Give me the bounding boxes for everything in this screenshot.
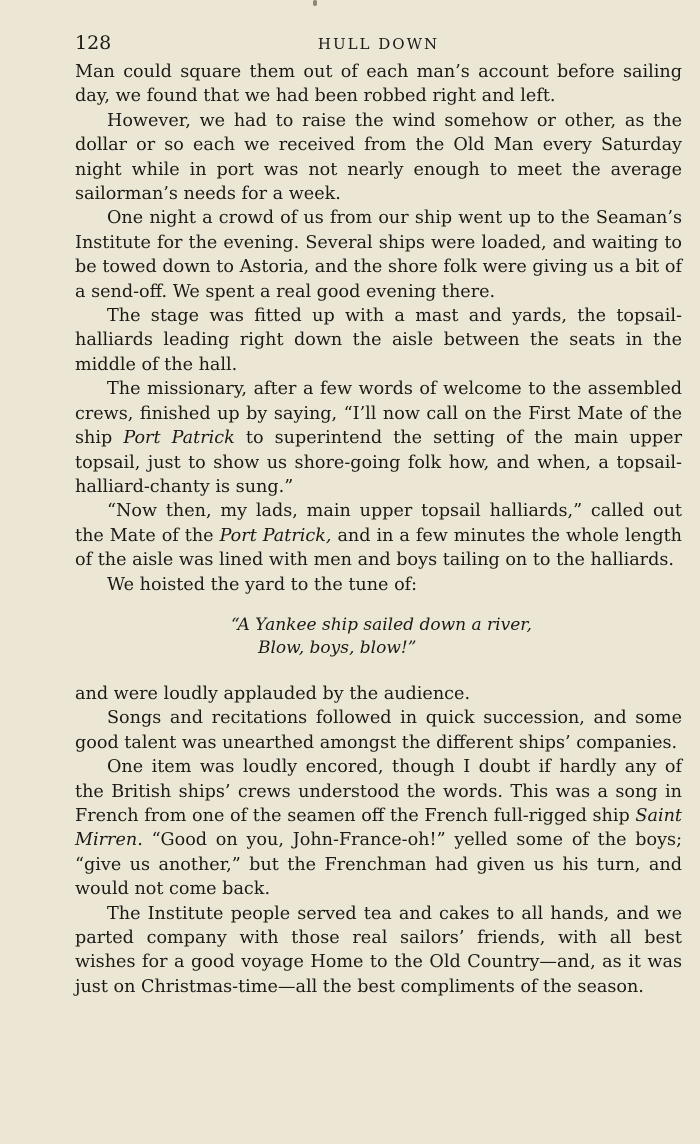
chanty-verse xyxy=(231,614,682,660)
page-number: 128 xyxy=(75,32,112,54)
text-run: “Now then, my lads, main upper topsail halliards,” called out the Mate of the xyxy=(75,501,682,546)
paragraph: The stage was fitted up with a mast and yards, the topsail-halliards leading right down the aisle between the seats in the middle of the hall. xyxy=(75,306,682,375)
paragraph: Songs and recitations followed in quick succession, and some good talent was unearthed amongst the different ships’ companies. xyxy=(75,708,682,753)
text-run: “Good on you, John-France-oh!” yelled some of the boys; “give us another,” but the Frenchman had given us his turn, and would not come back. xyxy=(75,830,682,900)
text-run: to superintend the setting of the main upper topsail, just to show us shore-going folk how, and when, a topsail-halliard-chanty is sung.” xyxy=(75,428,682,497)
paragraph xyxy=(75,499,682,572)
verse-line: Blow, boys, blow!” xyxy=(258,637,417,658)
paragraph xyxy=(75,755,682,901)
text-run: One item was loudly encored, though I doubt if hardly any of the British ships’ crews understood the words. This was a song in French from one of the seamen off the French full-rigged ship xyxy=(75,757,682,826)
ship-name: Port Patrick, xyxy=(219,525,332,546)
paragraph: and were loudly applauded by the audience. xyxy=(75,683,471,704)
ship-name: Saint Mirren. xyxy=(75,805,682,851)
paragraph: Man could square them out of each man’s account before sailing day, we found that we had been robbed right and left. xyxy=(75,62,682,107)
paragraph: The Institute people served tea and cakes to all hands, and we parted company with those real sailors’ friends, with all best wishes for a good voyage Home to the Old Country—and, as it was just on Christmas-time—all the best compliments of the season. xyxy=(75,903,682,997)
body-text xyxy=(75,60,682,999)
running-title: HULL DOWN xyxy=(317,35,440,53)
paragraph xyxy=(75,377,682,499)
paragraph: However, we had to raise the wind somehow or other, as the dollar or so each we received from the Old Man every Saturday night while in port was not nearly enough to meet the average sailorman’s needs for a week. xyxy=(75,110,682,205)
text-run: and in a few minutes the whole length of the aisle was lined with men and boys tailing on to the halliards. xyxy=(75,525,683,571)
paragraph: We hoisted the yard to the tune of: xyxy=(107,574,418,595)
page-header xyxy=(75,30,682,60)
ship-name: Port Patrick xyxy=(123,428,235,449)
text-run: The missionary, after a few words of welcome to the assembled crews, finished up by saying, “I’ll now call on the First Mate of the ship xyxy=(75,379,682,449)
paragraph: One night a crowd of us from our ship went up to the Seaman’s Institute for the evening. Several ships were loaded, and waiting to be towed down to Astoria, and the shore folk were giving us a bit of a send-off. We spent a real good evening there. xyxy=(75,208,682,302)
verse-line: “A Yankee ship sailed down a river, xyxy=(231,614,532,635)
page-top-mark xyxy=(313,0,317,6)
page-content xyxy=(75,30,682,999)
